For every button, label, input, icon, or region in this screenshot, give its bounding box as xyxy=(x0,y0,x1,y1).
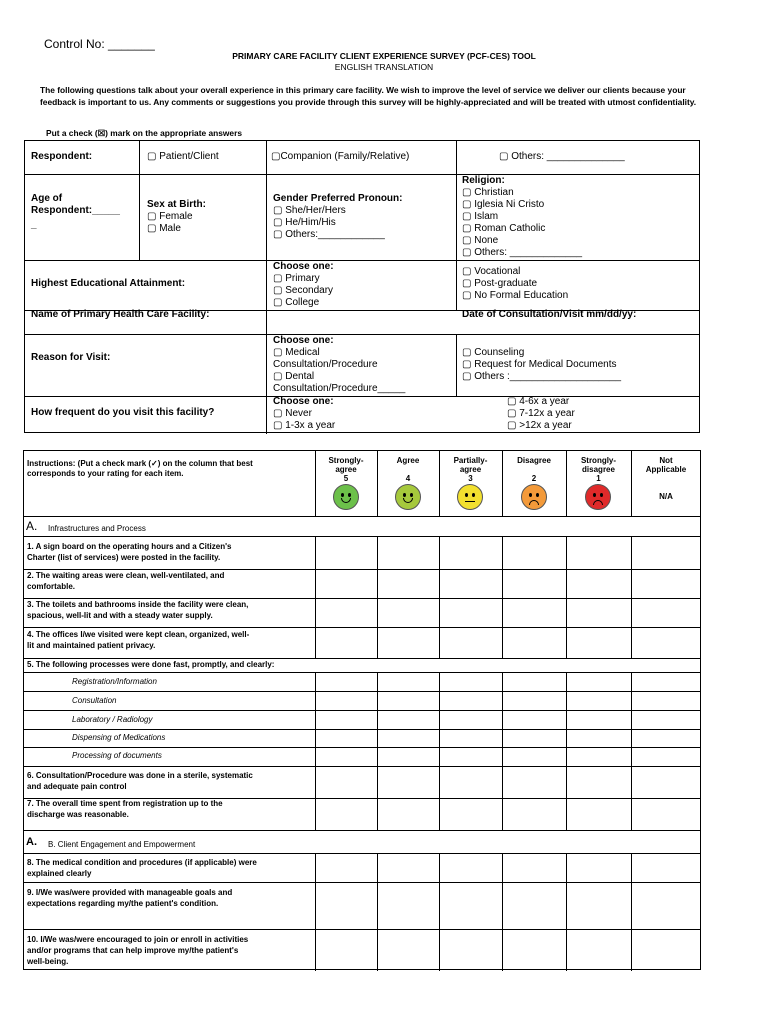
pronoun-label: Gender Preferred Pronoun: xyxy=(273,193,403,204)
question-10-line1: 10. I/We was/were encouraged to join or enroll in activities xyxy=(27,935,249,944)
question-2-line1: 2. The waiting areas were clean, well-ventilated, and xyxy=(27,571,225,580)
survey-subtitle: ENGLISH TRANSLATION xyxy=(334,62,434,72)
sad-face-icon xyxy=(585,484,611,510)
section-a-title: Infrastructures and Process xyxy=(48,524,146,533)
frequency-label: How frequent do you visit this facility? xyxy=(31,407,215,418)
question-7-line1: 7. The overall time spent from registration up to the xyxy=(27,799,223,808)
respondent-label: Respondent: xyxy=(31,151,93,162)
question-9-line1: 9. I/We was/were provided with manageable goals and xyxy=(27,888,233,897)
col-agree-header: Agree xyxy=(396,456,420,465)
question-10-line3: well-being. xyxy=(27,957,69,966)
question-9-line2: expectations regarding my/the patient's condition. xyxy=(27,899,219,908)
frequency-1-3-checkbox[interactable]: ▢ 1-3x a year xyxy=(273,420,336,431)
question-8-line1: 8. The medical condition and procedures (if applicable) were xyxy=(27,858,257,867)
sex-male-checkbox[interactable]: ▢ Male xyxy=(147,223,181,234)
col-not-applicable-header-2: Applicable xyxy=(645,465,687,474)
education-secondary-checkbox[interactable]: ▢ Secondary xyxy=(273,285,334,296)
happy-face-icon xyxy=(333,484,359,510)
rating-instructions-line1: Instructions: (Put a check mark (✓) on the column that best xyxy=(27,459,253,468)
question-6-line1: 6. Consultation/Procedure was done in a sterile, systematic xyxy=(27,771,253,780)
section-a-letter: A. xyxy=(26,519,38,533)
col-partially-agree-header: Partially- xyxy=(453,456,488,465)
reason-dental-checkbox[interactable]: ▢ Dental xyxy=(273,371,315,382)
reason-documents-checkbox[interactable]: ▢ Request for Medical Documents xyxy=(462,359,617,370)
pronoun-she-checkbox[interactable]: ▢ She/Her/Hers xyxy=(273,205,346,216)
education-vocational-checkbox[interactable]: ▢ Vocational xyxy=(462,266,521,277)
col-partially-agree-header-2: agree xyxy=(459,465,482,474)
religion-inc-checkbox[interactable]: ▢ Iglesia Ni Cristo xyxy=(462,199,545,210)
question-10-line2: and/or programs that can help improve my/the patient's xyxy=(27,946,239,955)
control-number: Control No: _______ xyxy=(44,37,155,51)
question-4-line1: 4. The offices I/we visited were kept clean, organized, well- xyxy=(27,630,250,639)
survey-title: PRIMARY CARE FACILITY CLIENT EXPERIENCE SURVEY (PCF-CES) TOOL xyxy=(232,51,536,61)
education-postgrad-checkbox[interactable]: ▢ Post-graduate xyxy=(462,278,538,289)
col-disagree-value: 2 xyxy=(531,474,537,483)
religion-catholic-checkbox[interactable]: ▢ Roman Catholic xyxy=(462,223,546,234)
sex-label: Sex at Birth: xyxy=(147,199,206,210)
reason-counseling-checkbox[interactable]: ▢ Counseling xyxy=(462,347,525,358)
section-b-title: B. Client Engagement and Empowerment xyxy=(48,840,196,849)
education-college-checkbox[interactable]: ▢ College xyxy=(273,297,320,308)
process-documents: Processing of documents xyxy=(72,751,162,760)
col-strongly-disagree-header-2: disagree xyxy=(582,465,615,474)
religion-christian-checkbox[interactable]: ▢ Christian xyxy=(462,187,514,198)
reason-label: Reason for Visit: xyxy=(31,352,111,363)
religion-islam-checkbox[interactable]: ▢ Islam xyxy=(462,211,499,222)
col-strongly-agree-value: 5 xyxy=(343,474,349,483)
reason-others-checkbox[interactable]: ▢ Others :____________________ xyxy=(462,371,622,382)
pronoun-he-checkbox[interactable]: ▢ He/Him/His xyxy=(273,217,336,228)
education-label: Highest Educational Attainment: xyxy=(31,278,186,289)
rating-table xyxy=(23,450,701,970)
unhappy-face-icon xyxy=(521,484,547,510)
respondent-patient-checkbox[interactable]: ▢ Patient/Client xyxy=(147,151,219,162)
smiling-face-icon xyxy=(395,484,421,510)
pronoun-others-checkbox[interactable]: ▢ Others:____________ xyxy=(273,229,385,240)
col-strongly-agree-header: Strongly- xyxy=(328,456,364,465)
frequency-choose-one: Choose one: xyxy=(273,396,334,407)
frequency-never-checkbox[interactable]: ▢ Never xyxy=(273,408,312,419)
question-1-line2: Charter (list of services) were posted in the facility. xyxy=(27,553,221,562)
age-label: Age of xyxy=(31,193,63,204)
col-strongly-disagree-header: Strongly- xyxy=(580,456,617,465)
col-strongly-agree-header-2: agree xyxy=(335,465,357,474)
reason-choose-one: Choose one: xyxy=(273,335,334,346)
frequency-12plus-checkbox[interactable]: ▢ >12x a year xyxy=(507,420,572,431)
question-2-line2: comfortable. xyxy=(27,582,76,591)
question-7-line2: discharge was reasonable. xyxy=(27,810,129,819)
religion-label: Religion: xyxy=(462,175,505,186)
education-primary-checkbox[interactable]: ▢ Primary xyxy=(273,273,320,284)
col-strongly-disagree-value: 1 xyxy=(596,474,601,483)
col-partially-agree-value: 3 xyxy=(468,474,473,483)
education-noformal-checkbox[interactable]: ▢ No Formal Education xyxy=(462,290,569,301)
age-field[interactable]: Respondent:_____ xyxy=(31,205,120,216)
age-field-continuation: _ xyxy=(31,219,37,230)
demographics-table xyxy=(24,140,700,433)
facility-name-field[interactable]: Name of Primary Health Care Facility: xyxy=(31,309,210,320)
frequency-7-12-checkbox[interactable]: ▢ 7-12x a year xyxy=(507,408,575,419)
question-5: 5. The following processes were done fast, promptly, and clearly: xyxy=(27,660,275,669)
process-laboratory: Laboratory / Radiology xyxy=(72,715,153,724)
reason-dental-label: Consultation/Procedure_____ xyxy=(273,383,406,394)
education-choose-one: Choose one: xyxy=(273,261,334,272)
respondent-companion-checkbox[interactable]: ▢Companion (Family/Relative) xyxy=(271,151,410,162)
col-disagree-header: Disagree xyxy=(517,456,551,465)
sex-female-checkbox[interactable]: ▢ Female xyxy=(147,211,193,222)
question-1-line1: 1. A sign board on the operating hours and a Citizen's xyxy=(27,542,232,551)
reason-medical-checkbox[interactable]: ▢ Medical xyxy=(273,347,320,358)
religion-none-checkbox[interactable]: ▢ None xyxy=(462,235,499,246)
question-4-line2: lit and maintained patient privacy. xyxy=(27,641,156,650)
frequency-4-6-checkbox[interactable]: ▢ 4-6x a year xyxy=(507,396,570,407)
consultation-date-field[interactable]: Date of Consultation/Visit mm/dd/yy: xyxy=(462,309,637,320)
reason-medical-label: Consultation/Procedure xyxy=(273,359,378,370)
process-consultation: Consultation xyxy=(72,696,117,705)
religion-others-checkbox[interactable]: ▢ Others: _____________ xyxy=(462,247,583,258)
respondent-others-checkbox[interactable]: ▢ Others: ______________ xyxy=(499,151,625,162)
intro-paragraph: The following questions talk about your overall experience in this primary care facility. We wish to improve the level of service we deliver our clients because your feedback is important to us. Any comments or suggestions you provide through this survey will be highly-appreciated and will be treated with utmost confidentiality. xyxy=(40,85,697,107)
col-not-applicable-header: Not xyxy=(659,456,673,465)
section-b-letter: A. xyxy=(26,836,37,848)
process-registration: Registration/Information xyxy=(72,677,157,686)
rating-instructions-line2: corresponds to your rating for each item. xyxy=(27,469,184,478)
check-instruction: Put a check (☒) mark on the appropriate answers xyxy=(46,128,243,138)
col-agree-value: 4 xyxy=(405,474,411,483)
col-not-applicable-value: N/A xyxy=(659,492,673,501)
question-3-line2: spacious, well-lit and with a steady water supply. xyxy=(27,611,213,620)
question-6-line2: and adequate pain control xyxy=(27,782,127,791)
neutral-face-icon xyxy=(457,484,483,510)
question-3-line1: 3. The toilets and bathrooms inside the facility were clean, xyxy=(27,600,249,609)
process-dispensing: Dispensing of Medications xyxy=(72,733,166,742)
question-8-line2: explained clearly xyxy=(27,869,92,878)
